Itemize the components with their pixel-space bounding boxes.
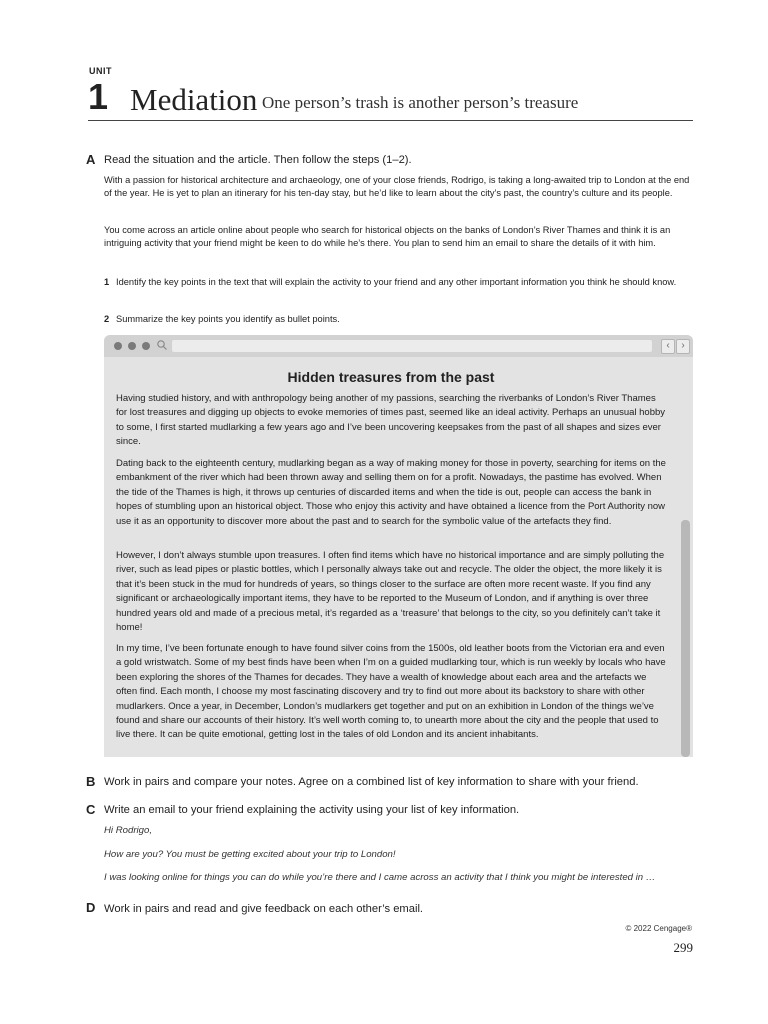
address-bar[interactable]	[172, 340, 652, 352]
window-dot-icon	[114, 342, 122, 350]
step-text: Identify the key points in the text that will explain the activity to your friend and any other important information you think he should know.	[116, 277, 677, 287]
window-dot-icon	[142, 342, 150, 350]
email-line: How are you? You must be getting excited about your trip to London!	[104, 849, 396, 860]
forward-button[interactable]: ›	[676, 339, 690, 354]
window-dot-icon	[128, 342, 136, 350]
step-text: Summarize the key points you identify as bullet points.	[116, 314, 340, 324]
page-subtitle: One person’s trash is another person’s treasure	[262, 93, 579, 112]
article-paragraph: In my time, I’ve been fortunate enough to have found silver coins from the 1500s, old leather boots from the Victorian era and even a gold wristwatch. Some of my best finds have been when I’m on a guided mudlarking tour, which is run weekly by locals who have been exploring the shores of the Thames for decades. They have a wealth of knowledge about each area and the artefacts we often find. Each month, I choose my most fascinating discovery and try to find out more about its backstory to share with other mudlarkers. Once a year, in December, London’s mudlarkers get together and put on an exhibition in London of the things we’ve found and share our accounts of their history. It’s well worth coming to, to unearth more about the city and the people that used to live there. It can be quite emotional, getting lost in the tales of old London and its ancient inhabitants.	[116, 643, 666, 741]
header-divider	[88, 120, 693, 121]
section-b-instruction: Work in pairs and compare your notes. Agree on a combined list of key information to share with your friend.	[104, 776, 639, 788]
email-line: I was looking online for things you can do while you’re there and I came across an activity that I think you might be interested in …	[104, 872, 656, 883]
page-number: 299	[673, 940, 693, 955]
situation-paragraph-1: With a passion for historical architecture and archaeology, one of your close friends, Rodrigo, is taking a long-awaited trip to London at the end of the year. He is yet to plan an itinerary for his ten-day stay, but he’d like to learn about the city’s past, the country’s culture and its people.	[104, 175, 690, 198]
search-icon[interactable]	[156, 339, 168, 351]
unit-number: 1	[88, 76, 109, 117]
copyright-notice: © 2022 Cengage®	[625, 924, 692, 933]
article-paragraph: Having studied history, and with anthropology being another of my passions, searching the riverbanks of London’s River Thames for lost treasures and digging up objects to evoke memories of times past, seemed like an ideal activity. Perhaps an unusual hobby to some, I first started mudlarking a few years ago and I’ve been uncovering keepsakes from the past of all shapes and sizes ever since.	[116, 393, 666, 448]
step-item	[104, 276, 694, 289]
page-title: Mediation	[130, 82, 258, 117]
article-paragraph: Dating back to the eighteenth century, mudlarking began as a way of making money for those in poverty, searching for items on the embankment of the river which had been thrown away and selling them on for a profit. Nowadays, the pastime has evolved. When the tide of the Thames is high, it throws up centuries of discarded items and when the tide is out, people can access the bank in hopes of stumbling upon an historical object. Those who enjoy this activity and have obtained a licence from the Port Authority now use it as an opportunity to discover more about the past and to search for the symbolic value of the artefacts they find.	[116, 458, 666, 527]
step-number: 2	[104, 314, 110, 324]
section-d-instruction: Work in pairs and read and give feedback on each other’s email.	[104, 903, 424, 915]
section-c-instruction: Write an email to your friend explaining the activity using your list of key information.	[104, 804, 520, 816]
email-greeting: Hi Rodrigo,	[104, 825, 152, 836]
step-number: 1	[104, 277, 110, 287]
unit-label: UNIT	[89, 66, 112, 76]
section-a-letter: A	[86, 152, 96, 167]
section-a-instruction: Read the situation and the article. Then follow the steps (1–2).	[104, 154, 412, 166]
browser-toolbar	[104, 335, 693, 357]
scrollbar-thumb[interactable]	[681, 520, 690, 757]
article-title: Hidden treasures from the past	[287, 369, 495, 385]
situation-paragraph-2: You come across an article online about people who search for historical objects on the banks of London’s River Thames and think it is an intriguing activity that your friend might be keen to do while he’s there. You plan to send him an email to share the details of it with him.	[104, 225, 671, 248]
section-b-letter: B	[86, 774, 96, 789]
article-paragraph: However, I don’t always stumble upon treasures. I often find items which have no historical importance and are simply polluting the river, such as lead pipes or plastic bottles, which I personally always take out and recycle. The older the object, the more likely it is that it’s been stuck in the mud for hundreds of years, so things closer to the surface are often more recent waste. If you find any significant or archaeologically important items, they have to be reported to the Museum of London, and if anything is over three hundred years old and made of a precious metal, it’s regarded as a ‘treasure’ that belongs to the city, so you definitely can’t take it home!	[116, 550, 665, 634]
step-item	[104, 313, 694, 326]
back-button[interactable]: ‹	[661, 339, 675, 354]
section-c-letter: C	[86, 802, 96, 817]
section-d-letter: D	[86, 900, 96, 915]
browser-window	[104, 335, 693, 757]
